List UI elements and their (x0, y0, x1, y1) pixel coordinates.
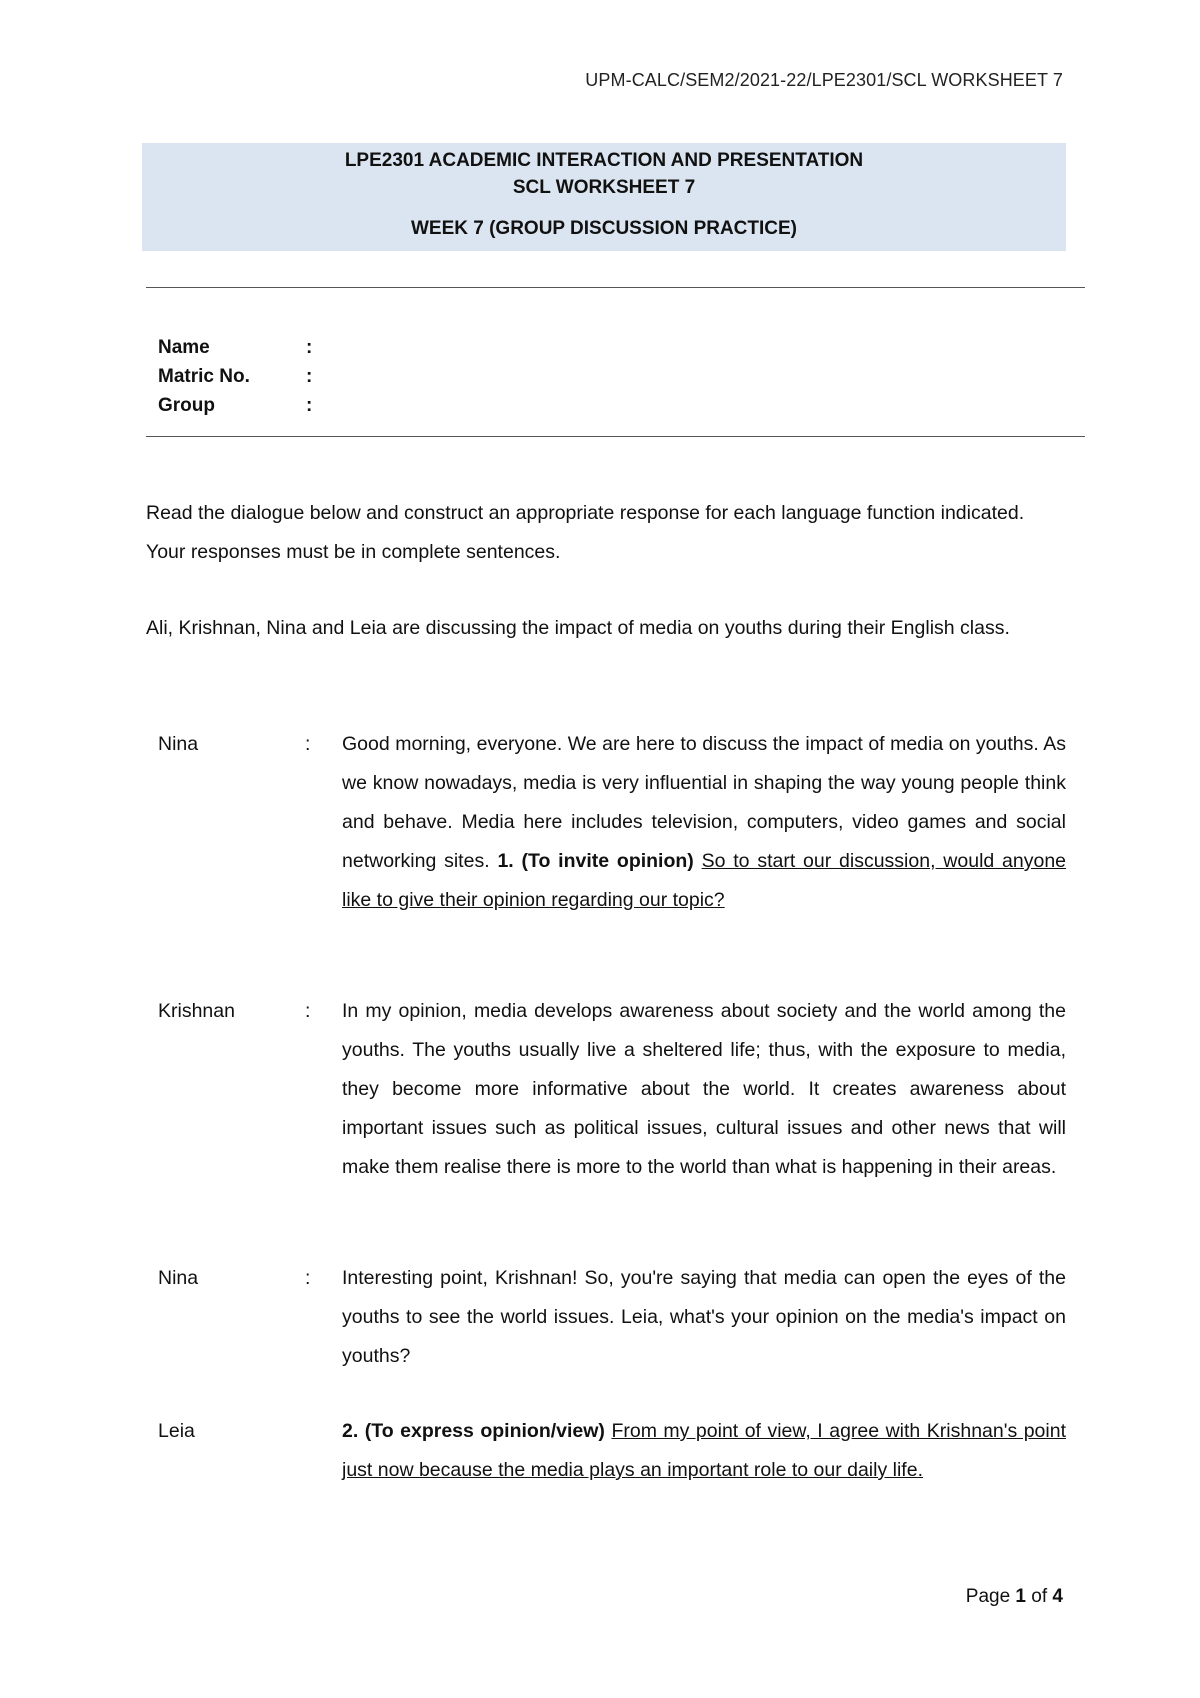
speaker-name: Leia (158, 1420, 195, 1442)
matric-row (158, 362, 326, 391)
course-title: LPE2301 ACADEMIC INTERACTION AND PRESENTATION (344, 150, 864, 171)
name-colon: : (306, 336, 313, 358)
dialogue-turn (158, 725, 1066, 920)
name-row (158, 333, 326, 362)
student-response: From my point of view, I agree with Krishnan's point just now because the media plays an important role to our daily life. (342, 1420, 1066, 1481)
speech-text: Interesting point, Krishnan! So, you're saying that media can open the eyes of the youths to see the world issues. Leia, what's your opinion on the media's impact on youths? (342, 1267, 1066, 1367)
page-number (966, 1586, 1063, 1608)
week-title: WEEK 7 (GROUP DISCUSSION PRACTICE) (410, 218, 798, 239)
dialogue-turn (158, 1259, 1066, 1376)
page-total: 4 (1052, 1586, 1063, 1607)
group-colon: : (306, 394, 313, 416)
of-word: of (1031, 1586, 1048, 1607)
title-box (142, 143, 1066, 251)
speaker-colon: : (305, 1000, 311, 1022)
speaker-name: Nina (158, 733, 199, 755)
page-word: Page (965, 1586, 1011, 1607)
language-function: 2. (To express opinion/view) (342, 1420, 605, 1442)
instructions: Read the dialogue below and construct an appropriate response for each language function indicated. Your responses must be in complete sentences. (146, 502, 1025, 563)
matric-colon: : (306, 365, 313, 387)
dialogue-turn (158, 1412, 1066, 1490)
group-label: Group (158, 394, 215, 416)
speaker-colon: : (305, 733, 311, 755)
context-paragraph: Ali, Krishnan, Nina and Leia are discussing the impact of media on youths during their English class. (146, 617, 1010, 639)
speech-text: In my opinion, media develops awareness about society and the world among the youths. The youths usually live a sheltered life; thus, with the exposure to media, they become more informative about the world. It creates awareness about important issues such as political issues, cultural issues and other news that will make them realise there is more to the world than what is happening in their areas. (342, 1000, 1066, 1178)
matric-label: Matric No. (158, 365, 250, 387)
language-function: 1. (To invite opinion) (497, 850, 694, 872)
speech-body: Good morning, everyone. We are here to discuss the impact of media on youths. As we know nowadays, media is very influential in shaping the way young people think and behave. Media here includes television, computers, video games and social networking sites. (342, 733, 1066, 872)
speaker-name: Krishnan (158, 1000, 235, 1022)
worksheet-title: SCL WORKSHEET 7 (512, 177, 696, 198)
speech-text (342, 725, 1066, 920)
page-current: 1 (1015, 1586, 1026, 1607)
speech-text (342, 1412, 1066, 1490)
speaker-colon: : (305, 1267, 311, 1289)
bottom-divider (146, 436, 1085, 437)
student-info (158, 333, 326, 420)
speaker-colon (305, 1412, 342, 1490)
dialogue-turn (158, 992, 1066, 1187)
document-code: UPM-CALC/SEM2/2021-22/LPE2301/SCL WORKSHEET 7 (585, 70, 1063, 90)
student-response: So to start our discussion, would anyone like to give their opinion regarding our topic? (342, 850, 1067, 911)
name-label: Name (158, 336, 210, 358)
top-divider (146, 287, 1085, 288)
speaker-name: Nina (158, 1267, 199, 1289)
group-row (158, 391, 326, 420)
